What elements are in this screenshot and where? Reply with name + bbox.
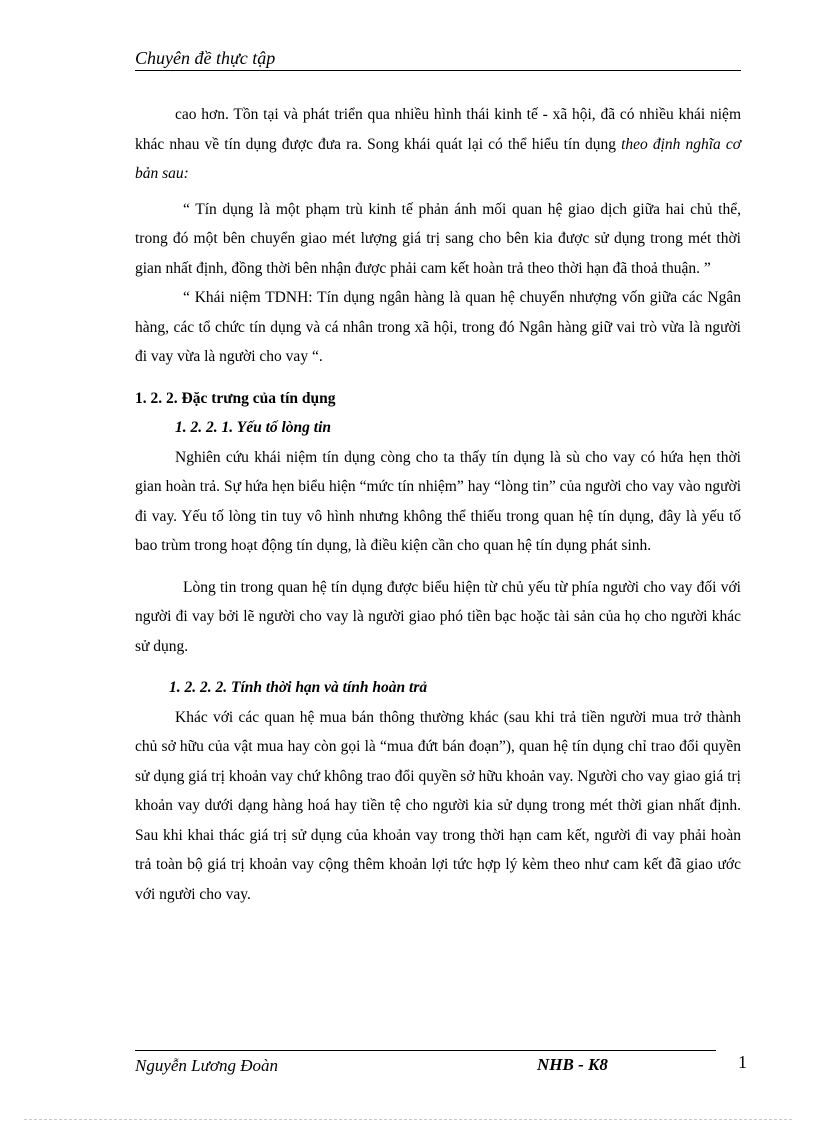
paragraph-intro bbox=[135, 100, 741, 189]
paragraph-intro-emphasis: theo định nghĩa cơ bản sau: bbox=[135, 135, 742, 182]
paragraph-trust-expression: Lòng tin trong quan hệ tín dụng được biểu hiện từ chủ yếu từ phía người cho vay đối với người đi vay bởi lẽ người cho vay là người giao phó tiền bạc hoặc tài sản của họ cho người khác sử dụng. bbox=[135, 578, 741, 655]
subsection-heading-trust: 1. 2. 2. 1. Yếu tố lòng tin bbox=[175, 419, 332, 436]
paragraph-intro-text: cao hơn. Tồn tại và phát triển qua nhiều hình thái kinh tế - xã hội, đã có nhiều khái niệm khác nhau về tín dụng được đưa ra. Song khái quát lại có thể hiểu tín dụng bbox=[135, 106, 741, 153]
header-divider bbox=[135, 70, 741, 71]
subsection-heading-term-repayment: 1. 2. 2. 2. Tính thời hạn và tính hoàn trả bbox=[169, 679, 428, 696]
paragraph-term-repayment: Khác với các quan hệ mua bán thông thường khác (sau khi trả tiền người mua trở thành chủ sở hữu của vật mua hay còn gọi là “mua đứt bán đoạn”), quan hệ tín dụng chỉ trao đổi quyền sử dụng giá trị khoản vay chứ không trao đổi quyền sở hữu khoản vay. Người cho vay giao giá trị khoản vay dưới dạng hàng hoá hay tiền tệ cho người kia sử dụng trong mét thời gian nhất định. Sau khi khai thác giá trị sử dụng của khoản vay trong thời hạn cam kết, người đi vay phải hoàn trả toàn bộ giá trị khoản vay cộng thêm khoản lợi tức hợp lý kèm theo như cam kết đã giao ước với người cho vay. bbox=[135, 708, 741, 903]
paragraph-credit-definition: “ Tín dụng là một phạm trù kinh tế phản ánh mối quan hệ giao dịch giữa hai chủ thể, trong đó một bên chuyển giao mét lượng giá trị sang cho bên kia được sử dụng trong mét thời gian nhất định, đồng thời bên nhận được phải cam kết hoàn trả theo thời hạn đã thoả thuận. ” bbox=[135, 200, 741, 277]
document-body bbox=[135, 100, 741, 909]
footer-divider bbox=[135, 1050, 716, 1051]
section-heading-credit-characteristics: 1. 2. 2. Đặc trưng của tín dụng bbox=[135, 389, 336, 407]
page-bottom-edge bbox=[24, 1119, 792, 1120]
paragraph-trust: Nghiên cứu khái niệm tín dụng còng cho ta thấy tín dụng là sù cho vay có hứa hẹn thời gian hoàn trả. Sự hứa hẹn biểu hiện “mức tín nhiệm” hay “lòng tin” của người cho vay vào người đi vay. Yếu tố lòng tin tuy vô hình nhưng không thể thiếu trong quan hệ tín dụng, đây là yếu tố bao trùm trong hoạt động tín dụng, là điều kiện cần cho quan hệ tín dụng phát sinh. bbox=[135, 448, 741, 554]
page-header-title: Chuyên đề thực tập bbox=[135, 48, 276, 68]
paragraph-bank-credit-concept: “ Khái niệm TDNH: Tín dụng ngân hàng là quan hệ chuyển nhượng vốn giữa các Ngân hàng, các tổ chức tín dụng và cá nhân trong xã hội, trong đó Ngân hàng giữ vai trò vừa là người đi vay vừa là người cho vay “. bbox=[135, 289, 741, 365]
footer-author: Nguyễn Lương Đoàn bbox=[135, 1056, 279, 1075]
footer-class-code: NHB - K8 bbox=[537, 1055, 608, 1074]
page-number: 1 bbox=[738, 1052, 747, 1072]
